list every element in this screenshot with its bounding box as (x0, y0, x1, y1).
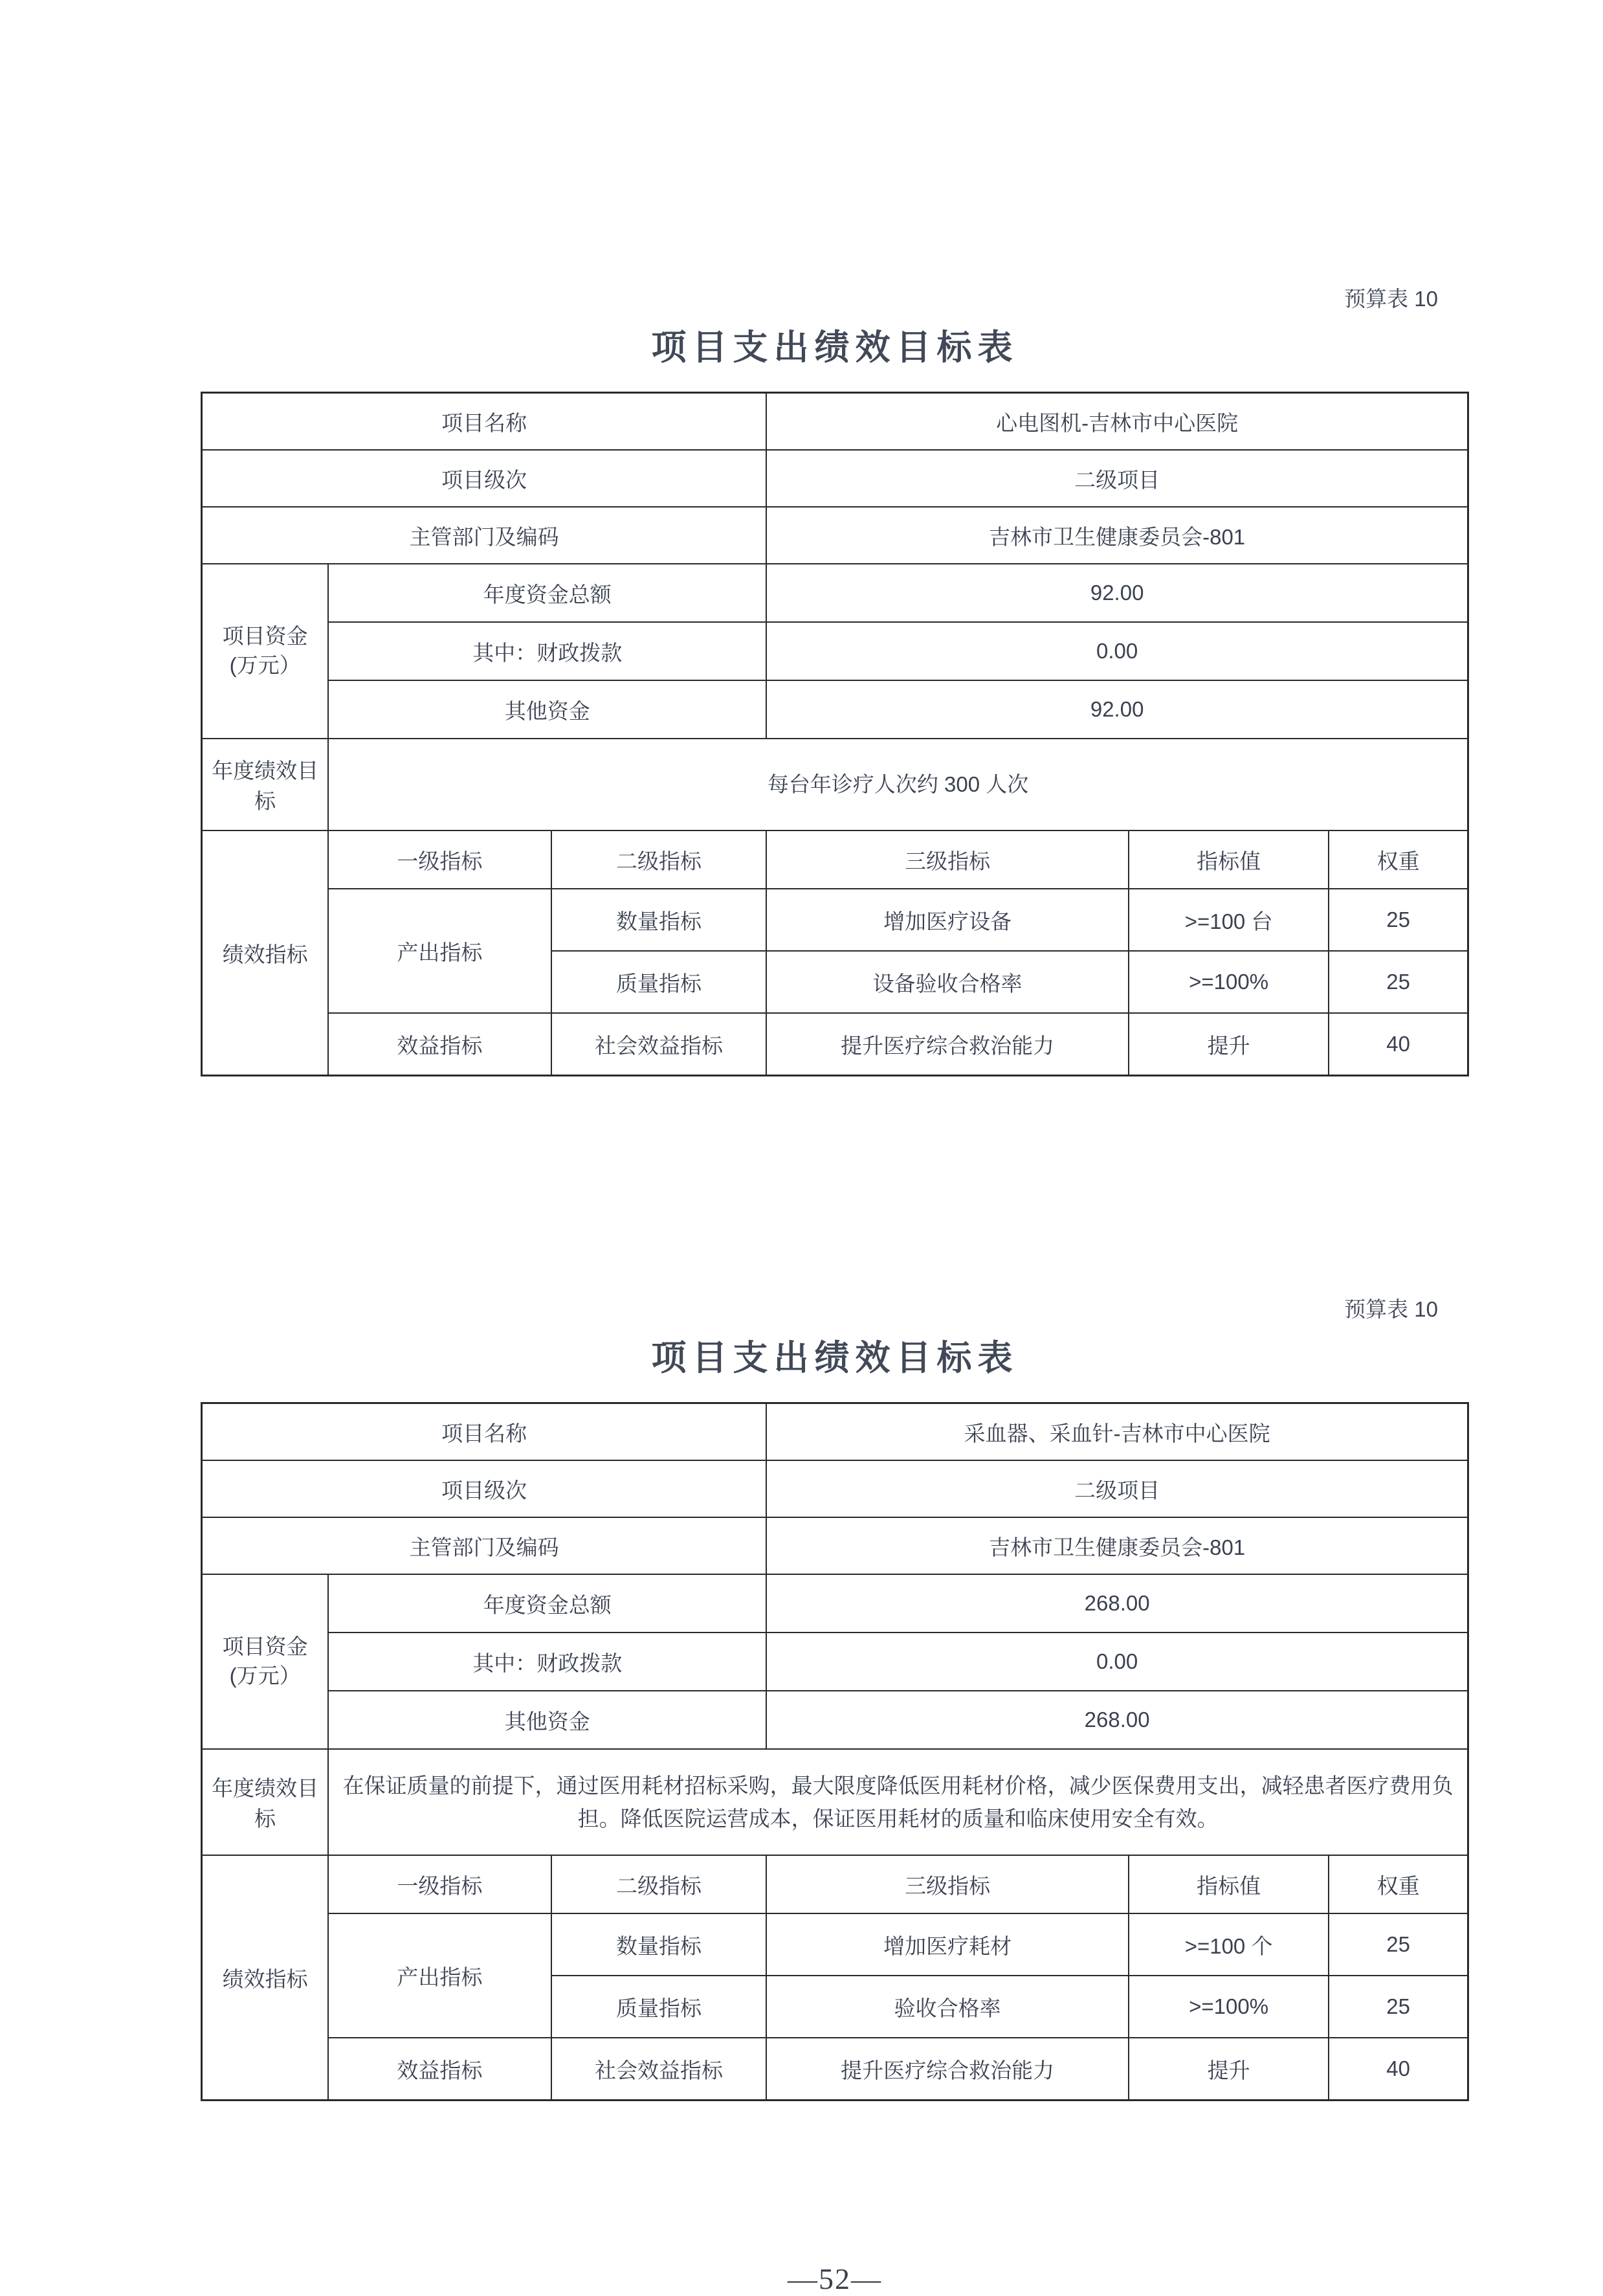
col-header-level2: 二级指标 (551, 1855, 767, 1913)
table-row (202, 2038, 1468, 2101)
project-funds-header (202, 1574, 329, 1749)
indicator-level3: 验收合格率 (766, 1976, 1129, 2038)
col-header-weight: 权重 (1329, 1855, 1468, 1913)
other-funds-value: 268.00 (766, 1691, 1468, 1749)
other-funds-value: 92.00 (766, 680, 1468, 739)
annual-goal-text: 每台年诊疗人次约 300 人次 (328, 739, 1468, 830)
annual-goal-text: 在保证质量的前提下，通过医用耗材招标采购，最大限度降低医用耗材价格，减少医保费用支出，减轻患者医疗费用负担。降低医院运营成本，保证医用耗材的质量和临床使用安全有效。 (328, 1749, 1468, 1855)
page-number: —52— (788, 2262, 882, 2295)
performance-table-2 (201, 1402, 1469, 2101)
other-funds-label: 其他资金 (328, 1691, 766, 1749)
indicator-level3: 增加医疗设备 (766, 889, 1129, 951)
other-funds-label: 其他资金 (328, 680, 766, 739)
table-row (202, 1691, 1468, 1749)
col-header-value: 指标值 (1129, 1855, 1329, 1913)
table-row (202, 889, 1468, 951)
indicators-row-header: 绩效指标 (202, 1855, 329, 2101)
col-header-level1: 一级指标 (328, 1855, 551, 1913)
project-funds-header-line1: 项目资金 (222, 1634, 308, 1659)
fiscal-allocation-label: 其中：财政拨款 (328, 622, 766, 680)
document-sheet (201, 0, 1469, 2296)
indicator-level3: 增加医疗耗材 (766, 1913, 1129, 1976)
table-row (202, 564, 1468, 622)
indicator-weight: 25 (1329, 1976, 1468, 2038)
project-name-value: 心电图机-吉林市中心医院 (766, 393, 1468, 451)
indicator-level1-benefit: 效益指标 (328, 2038, 551, 2101)
indicator-level1-output: 产出指标 (328, 889, 551, 1013)
indicator-value: 提升 (1129, 2038, 1329, 2101)
fiscal-allocation-value: 0.00 (766, 622, 1468, 680)
indicator-value: >=100% (1129, 951, 1329, 1013)
indicator-level2: 社会效益指标 (551, 1013, 767, 1076)
indicator-level3: 提升医疗综合救治能力 (766, 2038, 1129, 2101)
indicator-weight: 25 (1329, 1913, 1468, 1976)
project-name-value: 采血器、采血针-吉林市中心医院 (766, 1403, 1468, 1461)
annual-total-value: 268.00 (766, 1574, 1468, 1633)
project-level-value: 二级项目 (766, 1460, 1468, 1517)
table-row (202, 450, 1468, 507)
department-code-label: 主管部门及编码 (202, 1517, 767, 1574)
indicator-value: >=100 台 (1129, 889, 1329, 951)
indicator-level2: 数量指标 (551, 1913, 767, 1976)
project-name-label: 项目名称 (202, 1403, 767, 1461)
annual-total-label: 年度资金总额 (328, 564, 766, 622)
budget-sheet-label-1: 预算表 10 (1344, 287, 1438, 311)
table-row (202, 1855, 1468, 1913)
project-level-label: 项目级次 (202, 450, 767, 507)
annual-total-label: 年度资金总额 (328, 1574, 766, 1633)
project-funds-header-line2: (万元） (229, 1664, 301, 1688)
table-row (202, 1013, 1468, 1076)
project-level-value: 二级项目 (766, 450, 1468, 507)
table-row (202, 830, 1468, 889)
indicator-level1-benefit: 效益指标 (328, 1013, 551, 1076)
table-row (202, 622, 1468, 680)
indicator-level1-output: 产出指标 (328, 1913, 551, 2038)
table-title-2: 项目支出绩效目标表 (651, 1339, 1019, 1377)
indicator-weight: 25 (1329, 951, 1468, 1013)
col-header-level3: 三级指标 (766, 1855, 1129, 1913)
table-row (202, 1633, 1468, 1691)
col-header-level3: 三级指标 (766, 830, 1129, 889)
project-name-label: 项目名称 (202, 393, 767, 451)
performance-table-1 (201, 392, 1469, 1076)
department-code-value: 吉林市卫生健康委员会-801 (766, 507, 1468, 564)
fiscal-allocation-value: 0.00 (766, 1633, 1468, 1691)
table-row (202, 393, 1468, 451)
project-level-label: 项目级次 (202, 1460, 767, 1517)
indicator-level3: 设备验收合格率 (766, 951, 1129, 1013)
indicator-value: >=100 个 (1129, 1913, 1329, 1976)
project-funds-header (202, 564, 329, 739)
indicator-level2: 质量指标 (551, 951, 767, 1013)
table-row (202, 1574, 1468, 1633)
table-row (202, 1517, 1468, 1574)
indicator-level3: 提升医疗综合救治能力 (766, 1013, 1129, 1076)
indicator-value: >=100% (1129, 1976, 1329, 2038)
indicator-level2: 质量指标 (551, 1976, 767, 2038)
project-funds-header-line2: (万元） (229, 653, 301, 677)
annual-total-value: 92.00 (766, 564, 1468, 622)
table-row (202, 507, 1468, 564)
table-row (202, 1460, 1468, 1517)
department-code-label: 主管部门及编码 (202, 507, 767, 564)
indicator-level2: 社会效益指标 (551, 2038, 767, 2101)
indicator-weight: 40 (1329, 2038, 1468, 2101)
indicator-value: 提升 (1129, 1013, 1329, 1076)
fiscal-allocation-label: 其中：财政拨款 (328, 1633, 766, 1691)
budget-sheet-label-2: 预算表 10 (1344, 1297, 1438, 1321)
annual-goal-label: 年度绩效目标 (202, 1749, 329, 1855)
indicator-level2: 数量指标 (551, 889, 767, 951)
col-header-level2: 二级指标 (551, 830, 767, 889)
department-code-value: 吉林市卫生健康委员会-801 (766, 1517, 1468, 1574)
table-row (202, 1403, 1468, 1461)
table-title-1: 项目支出绩效目标表 (651, 328, 1019, 367)
annual-goal-label: 年度绩效目标 (202, 739, 329, 830)
indicators-row-header: 绩效指标 (202, 830, 329, 1076)
table-row (202, 1913, 1468, 1976)
col-header-value: 指标值 (1129, 830, 1329, 889)
project-funds-header-line1: 项目资金 (222, 624, 308, 649)
indicator-weight: 25 (1329, 889, 1468, 951)
col-header-level1: 一级指标 (328, 830, 551, 889)
col-header-weight: 权重 (1329, 830, 1468, 889)
indicator-weight: 40 (1329, 1013, 1468, 1076)
table-row (202, 1749, 1468, 1855)
table-row (202, 739, 1468, 830)
table-row (202, 680, 1468, 739)
